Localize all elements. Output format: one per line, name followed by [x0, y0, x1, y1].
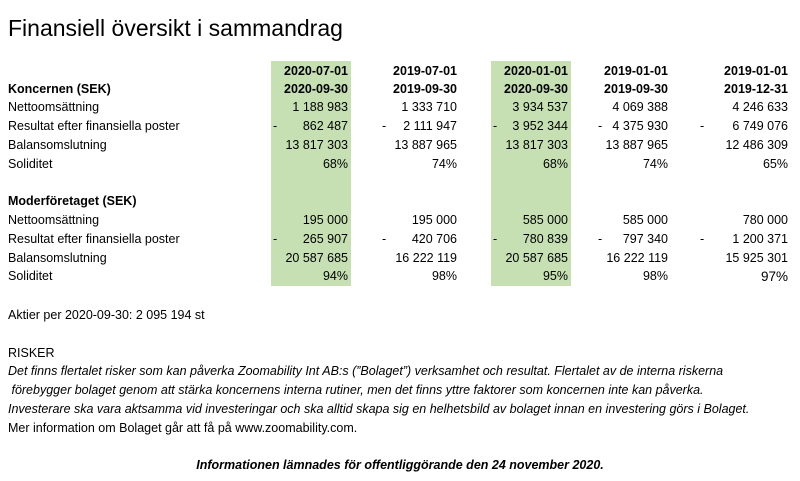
cell-value: 862 487 — [302, 119, 348, 133]
risks-text-line: Det finns flertalet risker som kan påverka Zoomability Int AB:s (”Bolaget”) verksamhet och resultat. Flertalet av de interna riskerna — [8, 364, 724, 378]
col-end-date: 2019-09-30 — [393, 82, 457, 96]
cell-value: 68% — [542, 157, 568, 171]
col-end-date: 2019-09-30 — [604, 82, 668, 96]
cell-value: 13 887 965 — [394, 138, 457, 152]
risks-text-line: Investerare ska vara aktsamma vid investeringar och ska alltid skapa sig en helhetsbild av bolaget innan en investering görs i Bolaget. — [8, 402, 750, 416]
col-start-date: 2020-07-01 — [284, 64, 348, 78]
cell-value: 780 000 — [742, 213, 788, 227]
section-heading-koncernen: Koncernen (SEK) — [8, 82, 111, 96]
cell-value: 65% — [762, 157, 788, 171]
cell-value: 797 340 — [622, 232, 668, 246]
cell-value: 195 000 — [302, 213, 348, 227]
negative-sign: - — [382, 232, 387, 246]
more-info-text: Mer information om Bolaget går att få på www.zoomability.com. — [8, 421, 358, 435]
row-label: Resultat efter finansiella poster — [8, 119, 180, 133]
table-row — [0, 155, 800, 174]
cell-value: 95% — [542, 269, 568, 283]
cell-value: 13 817 303 — [285, 138, 348, 152]
cell-value: 94% — [322, 269, 348, 283]
col-end-date: 2019-12-31 — [724, 82, 788, 96]
col-start-date: 2019-07-01 — [393, 64, 457, 78]
moderforetaget-header-row — [0, 192, 800, 211]
cell-value: 13 887 965 — [605, 138, 668, 152]
cell-value: 98% — [431, 269, 457, 283]
cell-value: 420 706 — [411, 232, 457, 246]
cell-value: 4 069 388 — [612, 100, 668, 114]
cell-value: 20 587 685 — [285, 251, 348, 265]
negative-sign: - — [493, 119, 498, 133]
table-row — [0, 98, 800, 117]
cell-value: 74% — [642, 157, 668, 171]
col-start-date: 2019-01-01 — [724, 64, 788, 78]
cell-value: 1 200 371 — [732, 232, 788, 246]
negative-sign: - — [598, 232, 603, 246]
koncernen-header-row — [0, 80, 800, 99]
table-row — [0, 267, 800, 286]
row-label: Nettoomsättning — [8, 100, 100, 114]
cell-value: 585 000 — [522, 213, 568, 227]
table-row — [0, 249, 800, 268]
cell-value: 16 222 119 — [395, 251, 457, 265]
cell-value: 68% — [322, 157, 348, 171]
page-title: Finansiell översikt i sammandrag — [8, 15, 343, 41]
table-row — [0, 117, 800, 136]
col-end-date: 2020-09-30 — [284, 82, 348, 96]
row-label: Soliditet — [8, 157, 53, 171]
publication-notice: Informationen lämnades för offentliggörande den 24 november 2020. — [196, 458, 604, 472]
negative-sign: - — [598, 119, 603, 133]
row-label: Nettoomsättning — [8, 213, 100, 227]
table-row — [0, 230, 800, 249]
col-start-date: 2020-01-01 — [504, 64, 568, 78]
col-start-date: 2019-01-01 — [604, 64, 668, 78]
cell-value: 3 952 344 — [512, 119, 568, 133]
cell-value: 97% — [760, 269, 788, 284]
cell-value: 3 934 537 — [512, 100, 568, 114]
cell-value: 4 246 633 — [732, 100, 788, 114]
risks-text-line: förebygger bolaget genom att stärka koncernens interna rutiner, men det finns yttre faktorer som koncernen inte kan påverka. — [8, 383, 704, 397]
risks-heading: RISKER — [8, 346, 55, 360]
cell-value: 1 333 710 — [401, 100, 457, 114]
negative-sign: - — [700, 232, 705, 246]
cell-value: 2 111 947 — [403, 119, 457, 133]
table-row — [0, 211, 800, 230]
cell-value: 195 000 — [411, 213, 457, 227]
cell-value: 74% — [431, 157, 457, 171]
negative-sign: - — [382, 119, 387, 133]
cell-value: 20 587 685 — [505, 251, 568, 265]
cell-value: 265 907 — [302, 232, 348, 246]
row-label: Soliditet — [8, 269, 53, 283]
negative-sign: - — [273, 232, 278, 246]
row-label: Resultat efter finansiella poster — [8, 232, 180, 246]
cell-value: 98% — [642, 269, 668, 283]
cell-value: 16 222 119 — [606, 251, 668, 265]
negative-sign: - — [700, 119, 705, 133]
cell-value: 4 375 930 — [612, 119, 668, 133]
cell-value: 15 925 301 — [725, 251, 788, 265]
negative-sign: - — [273, 119, 278, 133]
row-label: Balansomslutning — [8, 251, 107, 265]
col-end-date: 2020-09-30 — [504, 82, 568, 96]
cell-value: 780 839 — [522, 232, 568, 246]
header-start-row — [0, 62, 800, 81]
shares-outstanding: Aktier per 2020-09-30: 2 095 194 st — [8, 308, 205, 322]
cell-value: 12 486 309 — [725, 138, 788, 152]
section-heading-moderforetaget: Moderföretaget (SEK) — [8, 194, 137, 208]
cell-value: 1 188 983 — [292, 100, 348, 114]
cell-value: 6 749 076 — [732, 119, 788, 133]
cell-value: 13 817 303 — [505, 138, 568, 152]
row-label: Balansomslutning — [8, 138, 107, 152]
cell-value: 585 000 — [622, 213, 668, 227]
table-row — [0, 136, 800, 155]
negative-sign: - — [493, 232, 498, 246]
